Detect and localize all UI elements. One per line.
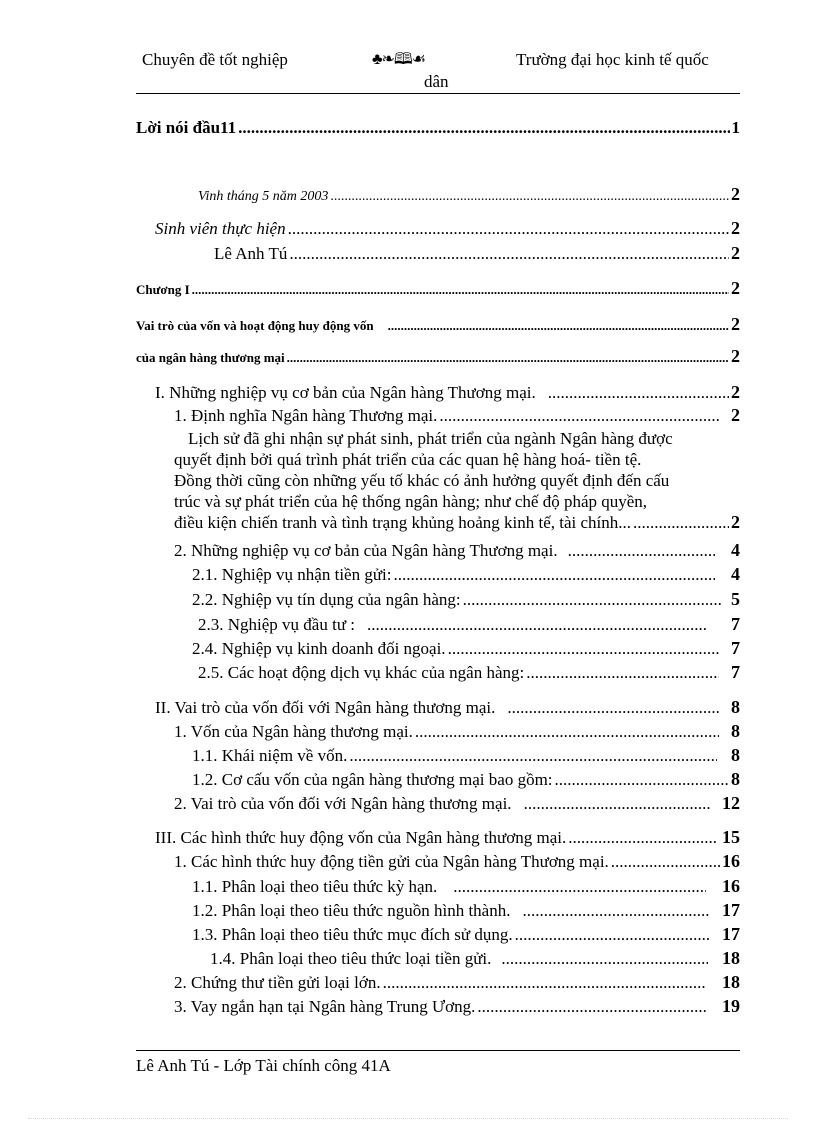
toc-entry[interactable] (136, 278, 740, 299)
toc-page-number: 2 (731, 314, 740, 334)
toc-page-number: 2 (731, 405, 740, 425)
header-rule (136, 93, 740, 94)
header-right-title-cont: dân (424, 72, 449, 91)
toc-leader (611, 852, 720, 872)
toc-entry-text: 1.3. Phân loại theo tiêu thức mục đích sử dụng. (192, 925, 513, 944)
toc-leader (330, 189, 729, 205)
toc-page-number: 1 (731, 118, 740, 137)
toc-leader (453, 877, 706, 897)
toc-leader (388, 318, 729, 334)
toc-entry-text: 2.5. Các hoạt động dịch vụ khác của ngân hàng: (198, 663, 525, 682)
toc-page-number: 2 (731, 512, 740, 532)
header-left-title: Chuyên đề tốt nghiệp (142, 50, 288, 69)
toc-entry-text: 1.1. Khái niệm về vốn. (192, 746, 348, 765)
toc-entry[interactable] (192, 769, 740, 790)
toc-page-number: 16 (722, 851, 740, 871)
toc-entry[interactable] (192, 745, 740, 766)
toc-entry-text: 2.2. Nghiệp vụ tín dụng của ngân hàng: (192, 590, 461, 609)
toc-entry-text: Chương I (136, 282, 190, 297)
toc-page-number: 12 (722, 793, 740, 813)
toc-leader (633, 512, 729, 533)
toc-entry-text: 1. Vốn của Ngân hàng thương mại. (174, 722, 413, 741)
toc-entry[interactable] (192, 876, 740, 897)
toc-entry-text: 1.2. Cơ cấu vốn của ngân hàng thương mại bao gồm: (192, 770, 553, 789)
footer-rule (136, 1050, 740, 1051)
toc-leader (367, 615, 707, 635)
toc-entry[interactable] (174, 972, 740, 993)
toc-page-number: 4 (731, 540, 740, 560)
toc-leader (439, 406, 719, 426)
toc-leader (448, 639, 719, 659)
toc-entry-text: của ngân hàng thương mại (136, 350, 285, 365)
toc-paragraph-line: điều kiện chiến tranh và tình trạng khủng hoảng kinh tế, tài chính... (174, 513, 631, 532)
toc-entry-text: 2. Chứng thư tiền gửi loại lớn. (174, 973, 381, 992)
toc-leader (515, 925, 710, 945)
toc-entry-text: 2. Những nghiệp vụ cơ bản của Ngân hàng Thương mại. (174, 541, 558, 560)
page-bottom-border (28, 1118, 788, 1120)
toc-page-number: 2 (731, 278, 740, 298)
toc-entry-text: 2. Vai trò của vốn đối với Ngân hàng thương mại. (174, 794, 512, 813)
toc-entry-text: I. Những nghiệp vụ cơ bản của Ngân hàng Thương mại. (155, 383, 536, 402)
toc-entry[interactable] (192, 900, 740, 921)
toc-leader (555, 770, 729, 790)
toc-paragraph-line: Lịch sử đã ghi nhận sự phát sinh, phát triển của ngành Ngân hàng được (188, 429, 673, 448)
toc-page-number: 17 (722, 924, 740, 944)
toc-entry[interactable] (192, 589, 740, 610)
toc-entry[interactable] (174, 405, 740, 426)
toc-page-number: 2 (731, 243, 740, 263)
toc-leader (415, 722, 719, 742)
toc-entry[interactable] (214, 243, 740, 264)
toc-entry[interactable] (198, 184, 740, 205)
toc-entry-text: 1. Định nghĩa Ngân hàng Thương mại. (174, 406, 438, 425)
toc-leader (507, 698, 719, 718)
toc-entry[interactable] (155, 827, 740, 848)
toc-leader (548, 383, 729, 403)
toc-page-number: 8 (731, 769, 740, 789)
toc-leader (192, 282, 729, 298)
toc-leader (383, 973, 706, 993)
toc-leader (501, 949, 708, 969)
toc-paragraph-line: trúc và sự phát triển của hệ thống ngân hàng; như chế độ pháp quyền, (174, 492, 648, 511)
toc-leader (477, 997, 708, 1017)
toc-entry-text: II. Vai trò của vốn đối với Ngân hàng thương mại. (155, 698, 496, 717)
toc-entry-text: 1. Các hình thức huy động tiền gửi của Ngân hàng Thương mại. (174, 852, 609, 871)
toc-entry[interactable] (174, 540, 740, 561)
toc-leader (394, 565, 716, 585)
toc-page-number: 8 (731, 697, 740, 717)
header-right-title: Trường đại học kinh tế quốc (516, 50, 709, 69)
toc-entry-text: Vinh tháng 5 năm 2003 (198, 189, 329, 204)
toc-entry[interactable] (210, 948, 740, 969)
toc-page-number: 17 (722, 900, 740, 920)
toc-entry-text: III. Các hình thức huy động vốn của Ngân hàng thương mại. (155, 828, 567, 847)
toc-entry[interactable] (155, 697, 740, 718)
toc-entry-text: 2.1. Nghiệp vụ nhận tiền gửi: (192, 565, 392, 584)
toc-leader (238, 118, 729, 138)
toc-entry[interactable] (198, 614, 740, 635)
toc-page-number: 4 (731, 564, 740, 584)
toc-paragraph-line: quyết định bởi quá trình phát triển của các quan hệ hàng hoá- tiền tệ. (174, 450, 642, 469)
toc-page-number: 8 (731, 745, 740, 765)
toc-page-number: 15 (722, 827, 740, 847)
toc-leader (522, 901, 710, 921)
toc-entry[interactable] (174, 793, 740, 814)
toc-entry-text: Sinh viên thực hiện (155, 219, 286, 238)
toc-entry[interactable] (174, 996, 740, 1017)
toc-entry[interactable] (136, 118, 740, 138)
toc-entry-text: 3. Vay ngắn hạn tại Ngân hàng Trung Ương. (174, 997, 476, 1016)
toc-entry-text: Lê Anh Tú (214, 244, 288, 263)
toc-entry[interactable] (155, 218, 740, 239)
toc-page-number: 19 (722, 996, 740, 1016)
toc-leader (289, 244, 729, 264)
toc-entry-text: Lời nói đầu11 (136, 118, 237, 137)
toc-entry[interactable] (174, 851, 740, 872)
toc-leader (568, 541, 715, 561)
toc-entry-text: 1.1. Phân loại theo tiêu thức kỳ hạn. (192, 877, 438, 896)
toc-entry[interactable] (136, 314, 740, 335)
toc-entry-text: Vai trò của vốn và hoạt động huy động vốn (136, 318, 374, 333)
header-ornament-icon: ♣❧🕮☙ (372, 51, 426, 68)
toc-leader (463, 590, 721, 610)
toc-entry[interactable] (192, 638, 740, 659)
toc-entry[interactable] (136, 346, 740, 367)
toc-entry-text: 2.4. Nghiệp vụ kinh doanh đối ngoại. (192, 639, 446, 658)
toc-leader (526, 663, 719, 683)
toc-entry-text: 1.4. Phân loại theo tiêu thức loại tiền gửi. (210, 949, 492, 968)
toc-page-number: 2 (731, 218, 740, 238)
toc-leader (287, 350, 729, 366)
toc-leader (524, 794, 710, 814)
toc-leader (349, 746, 717, 766)
toc-page-number: 2 (731, 346, 740, 366)
toc-page-number: 16 (722, 876, 740, 896)
toc-page-number: 7 (731, 614, 740, 634)
toc-entry[interactable] (155, 382, 740, 403)
toc-paragraph-line: Đồng thời cũng còn những yếu tố khác có ảnh hưởng quyết định đến cấu (174, 471, 670, 490)
toc-entry-text: 2.3. Nghiệp vụ đầu tư : (198, 615, 356, 634)
footer-text: Lê Anh Tú - Lớp Tài chính công 41A (136, 1056, 391, 1075)
toc-entry[interactable] (192, 564, 740, 585)
toc-entry[interactable] (174, 721, 740, 742)
toc-entry-paragraph[interactable] (174, 428, 740, 533)
toc-page-number: 2 (731, 382, 740, 402)
toc-leader (568, 828, 716, 848)
toc-entry-text: 1.2. Phân loại theo tiêu thức nguồn hình thành. (192, 901, 511, 920)
toc-leader (288, 219, 729, 239)
toc-page-number: 18 (722, 972, 740, 992)
toc-page-number: 2 (731, 184, 740, 204)
toc-entry[interactable] (192, 924, 740, 945)
toc-page-number: 5 (731, 589, 740, 609)
toc-page-number: 8 (731, 721, 740, 741)
toc-page-number: 18 (722, 948, 740, 968)
toc-page-number: 7 (731, 662, 740, 682)
toc-entry[interactable] (198, 662, 740, 683)
toc-page-number: 7 (731, 638, 740, 658)
